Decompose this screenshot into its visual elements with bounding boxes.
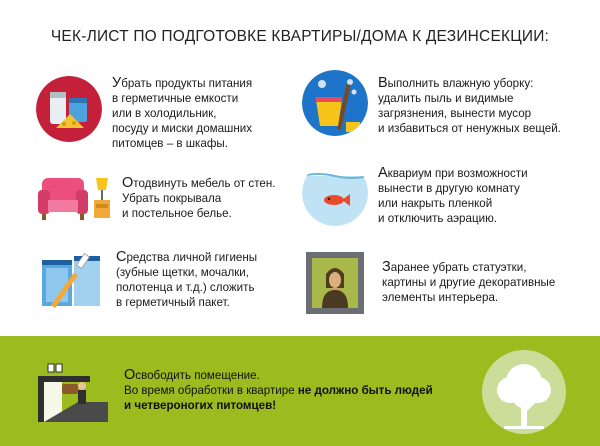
aquarium-icon — [302, 160, 368, 226]
checklist-item-hygiene — [36, 250, 257, 316]
bottom-banner — [0, 336, 600, 446]
checklist-item-furniture — [36, 164, 276, 230]
cleaning-bucket-icon — [302, 70, 368, 136]
item-text: Аквариум при возможности вынести в другую комнату или накрыть пленкой и отключить аэрацию. — [378, 165, 528, 225]
armchair-icon — [36, 164, 102, 230]
item-text: Выполнить влажную уборку: удалить пыль и видимые загрязнения, вынести мусор и избавиться от ненужных вещей. — [378, 75, 561, 135]
toothbrush-bag-icon — [36, 250, 102, 316]
food-containers-icon — [36, 76, 102, 142]
painting-icon — [302, 250, 368, 316]
person-leaving-icon — [38, 362, 108, 422]
item-text: Средства личной гигиены (зубные щетки, мочалки, полотенца и т.д.) сложить в герметичный пакет. — [116, 249, 258, 309]
checklist-item-food — [36, 76, 252, 151]
bottom-text: Освободить помещение. Во время обработки в квартире не должно быть людей и четвероногих питомцев! — [124, 367, 433, 412]
checklist-item-aquarium — [302, 160, 528, 226]
checklist-item-decor — [302, 250, 555, 316]
item-text: Отодвинуть мебель от стен. Убрать покрывала и постельное белье. — [122, 175, 276, 220]
item-text: Заранее убрать статуэтки, картины и другие декоративные элементы интерьера. — [382, 259, 556, 304]
tree-icon — [482, 350, 566, 434]
item-text: Убрать продукты питания в герметичные емкости или в холодильник, посуду и миски домашних питомцев – в шкафы. — [112, 75, 253, 150]
checklist-item-cleaning — [302, 70, 561, 136]
page-title: ЧЕК-ЛИСТ ПО ПОДГОТОВКЕ КВАРТИРЫ/ДОМА К ДЕЗИНСЕКЦИИ: — [50, 28, 550, 45]
